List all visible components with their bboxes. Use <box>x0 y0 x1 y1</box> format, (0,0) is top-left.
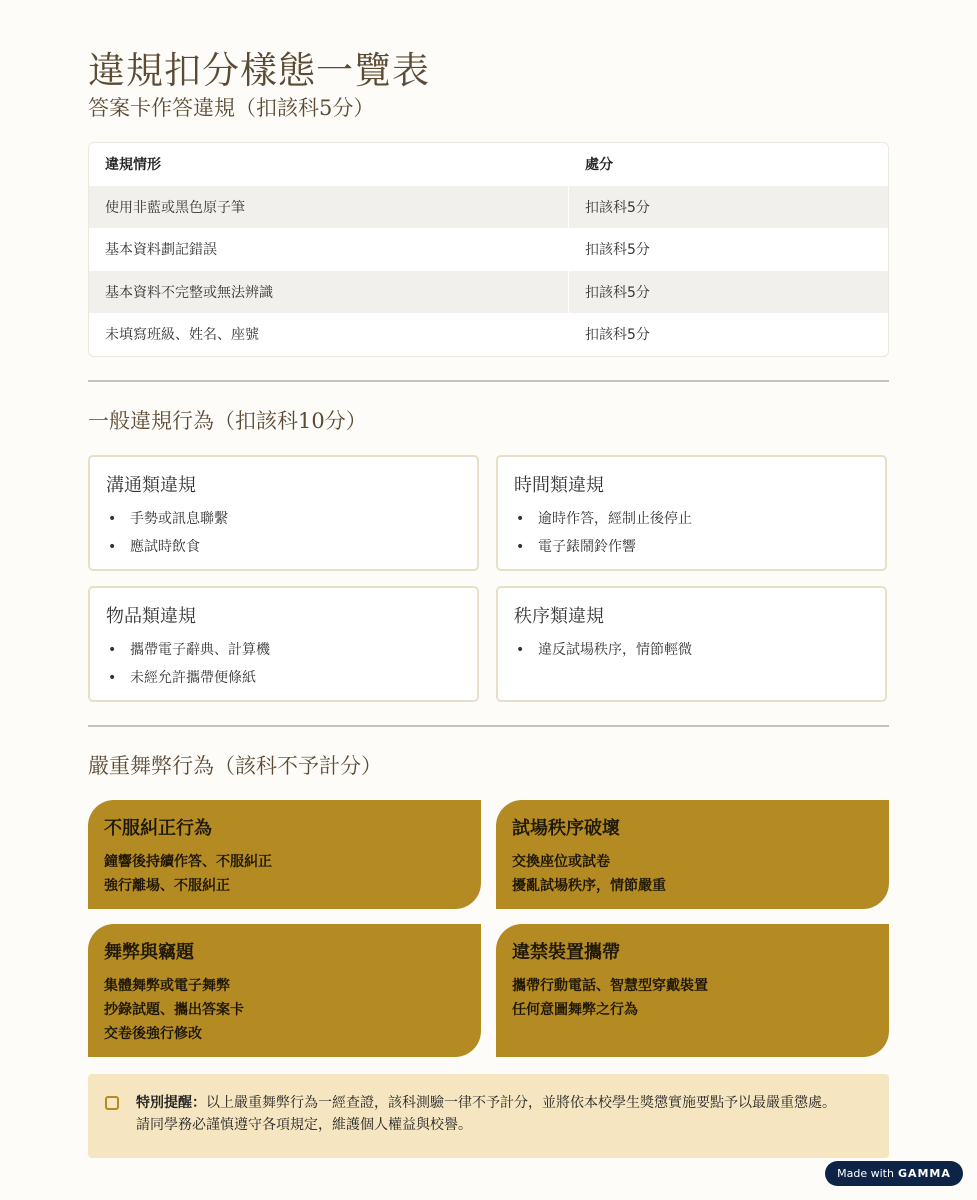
card-time <box>496 455 887 571</box>
card-line: 擾亂試場秩序，情節嚴重 <box>512 878 666 894</box>
card-list <box>106 505 461 561</box>
list-item: • 電子錶鬧鈴作響 <box>514 533 869 561</box>
note-icon <box>105 1096 119 1110</box>
table-cell-penalty: 扣該科5分 <box>568 186 888 229</box>
card-disruption <box>496 800 889 909</box>
section2-title: 一般違規行為（扣該科10分） <box>88 409 367 433</box>
list-item: • 違反試場秩序，情節輕微 <box>514 636 869 664</box>
reminder-line-2: 請同學務必謹慎遵守各項規定，維護個人權益與校譽。 <box>136 1117 472 1133</box>
violation-table <box>88 142 889 357</box>
section3-title: 嚴重舞弊行為（該科不予計分） <box>88 754 382 778</box>
card-title: 舞弊與竊題 <box>104 942 194 963</box>
page-title: 違規扣分樣態一覽表 <box>88 49 430 92</box>
card-list <box>514 636 869 664</box>
card-line: 強行離場、不服糾正 <box>104 878 230 894</box>
special-reminder <box>88 1074 889 1158</box>
card-title: 秩序類違規 <box>514 606 604 627</box>
table-row <box>89 271 888 314</box>
card-items <box>88 586 479 702</box>
table-row <box>89 313 888 356</box>
list-item: • 逾時作答，經制止後停止 <box>514 505 869 533</box>
table-row <box>89 186 888 229</box>
card-line: 鐘響後持續作答、不服糾正 <box>104 854 272 870</box>
reminder-label: 特別提醒： <box>136 1095 206 1111</box>
card-title: 違禁裝置攜帶 <box>512 942 620 963</box>
card-order <box>496 586 887 702</box>
card-list <box>514 505 869 561</box>
table-header-penalty: 處分 <box>568 143 888 186</box>
table-cell-penalty: 扣該科5分 <box>568 313 888 356</box>
card-title: 物品類違規 <box>106 606 196 627</box>
card-devices <box>496 924 889 1057</box>
section1-title: 答案卡作答違規（扣該科5分） <box>88 96 375 120</box>
card-defiance <box>88 800 481 909</box>
badge-prefix: Made with <box>837 1167 894 1180</box>
card-line: 任何意圖舞弊之行為 <box>512 1002 638 1018</box>
table-cell-situation: 未填寫班級、姓名、座號 <box>105 327 259 344</box>
card-title: 試場秩序破壞 <box>512 818 620 839</box>
section-divider <box>88 725 889 727</box>
card-communication <box>88 455 479 571</box>
table-cell-situation: 基本資料劃記錯誤 <box>105 242 217 259</box>
list-item: • 未經允許攜帶便條紙 <box>106 664 461 692</box>
card-title: 溝通類違規 <box>106 475 196 496</box>
list-item: • 應試時飲食 <box>106 533 461 561</box>
table-cell-situation: 基本資料不完整或無法辨識 <box>105 284 273 301</box>
card-line: 集體舞弊或電子舞弊 <box>104 978 230 994</box>
card-line: 攜帶行動電話、智慧型穿戴裝置 <box>512 978 708 994</box>
section-divider <box>88 380 889 382</box>
list-item: • 手勢或訊息聯繫 <box>106 505 461 533</box>
table-cell-penalty: 扣該科5分 <box>568 271 888 314</box>
card-list <box>106 636 461 692</box>
card-cheating <box>88 924 481 1057</box>
list-item: • 攜帶電子辭典、計算機 <box>106 636 461 664</box>
table-header-situation: 違規情形 <box>105 157 161 174</box>
card-line: 交卷後強行修改 <box>104 1026 202 1042</box>
card-line: 抄錄試題、攜出答案卡 <box>104 1002 244 1018</box>
reminder-line-1 <box>136 1092 873 1114</box>
card-title: 不服糾正行為 <box>104 818 212 839</box>
made-with-gamma-badge[interactable] <box>825 1161 963 1186</box>
card-title: 時間類違規 <box>514 475 604 496</box>
card-line: 交換座位或試卷 <box>512 854 610 870</box>
gamma-logo: GAMMA <box>897 1167 951 1180</box>
table-cell-penalty: 扣該科5分 <box>568 228 888 271</box>
table-row <box>89 228 888 271</box>
table-cell-situation: 使用非藍或黑色原子筆 <box>105 199 245 216</box>
reminder-text-1: 以上嚴重舞弊行為一經查證，該科測驗一律不予計分，並將依本校學生獎懲實施要點予以最嚴重懲處。 <box>206 1095 836 1111</box>
table-header-row <box>89 143 888 186</box>
